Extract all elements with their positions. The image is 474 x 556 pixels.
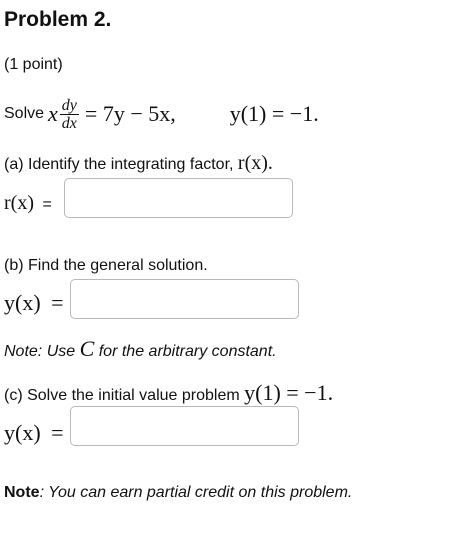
part-a-answer-input[interactable]	[64, 178, 293, 218]
part-b-note-constant: C	[79, 336, 95, 361]
derivative-fraction	[60, 97, 79, 132]
differential-equation	[4, 90, 319, 138]
part-b-answer-input[interactable]	[70, 279, 299, 319]
part-b-note-suffix: for the arbitrary constant.	[98, 343, 277, 360]
part-c-answer-var: y(x)	[4, 420, 41, 445]
part-c-answer-label	[4, 420, 64, 446]
part-b-answer-label	[4, 290, 64, 316]
part-c-question-math: y(1) = −1.	[244, 380, 334, 405]
part-a-equals: =	[42, 196, 52, 213]
problem-title: Problem 2.	[4, 8, 112, 31]
problem-points: (1 point)	[4, 56, 63, 73]
part-c-equals: =	[51, 420, 64, 445]
part-a-answer-var: r(x)	[4, 192, 34, 214]
part-a-question-text: (a) Identify the integrating factor,	[4, 156, 234, 173]
partial-credit-note-label: Note	[4, 484, 40, 501]
part-c-question	[4, 380, 333, 406]
fraction-denominator: dx	[61, 114, 77, 132]
part-b-question: (b) Find the general solution.	[4, 257, 208, 274]
solve-label: Solve	[4, 105, 45, 122]
equation-x: x	[48, 101, 58, 126]
equation-rhs: = 7y − 5x,	[84, 101, 176, 126]
partial-credit-note-text: : You can earn partial credit on this problem.	[39, 484, 353, 501]
part-c-answer-input[interactable]	[70, 406, 299, 446]
initial-condition: y(1) = −1.	[229, 101, 319, 126]
part-c-question-text: (c) Solve the initial value problem	[4, 387, 240, 404]
part-a-question-math: r(x).	[237, 152, 273, 174]
partial-credit-note	[4, 484, 352, 502]
part-a-answer-label	[4, 192, 52, 215]
part-b-answer-var: y(x)	[4, 290, 41, 315]
part-b-note-prefix: Note: Use	[4, 343, 76, 360]
fraction-numerator: dy	[61, 96, 77, 114]
part-b-note	[4, 336, 277, 362]
part-a-question	[4, 152, 273, 175]
part-b-equals: =	[51, 290, 64, 315]
